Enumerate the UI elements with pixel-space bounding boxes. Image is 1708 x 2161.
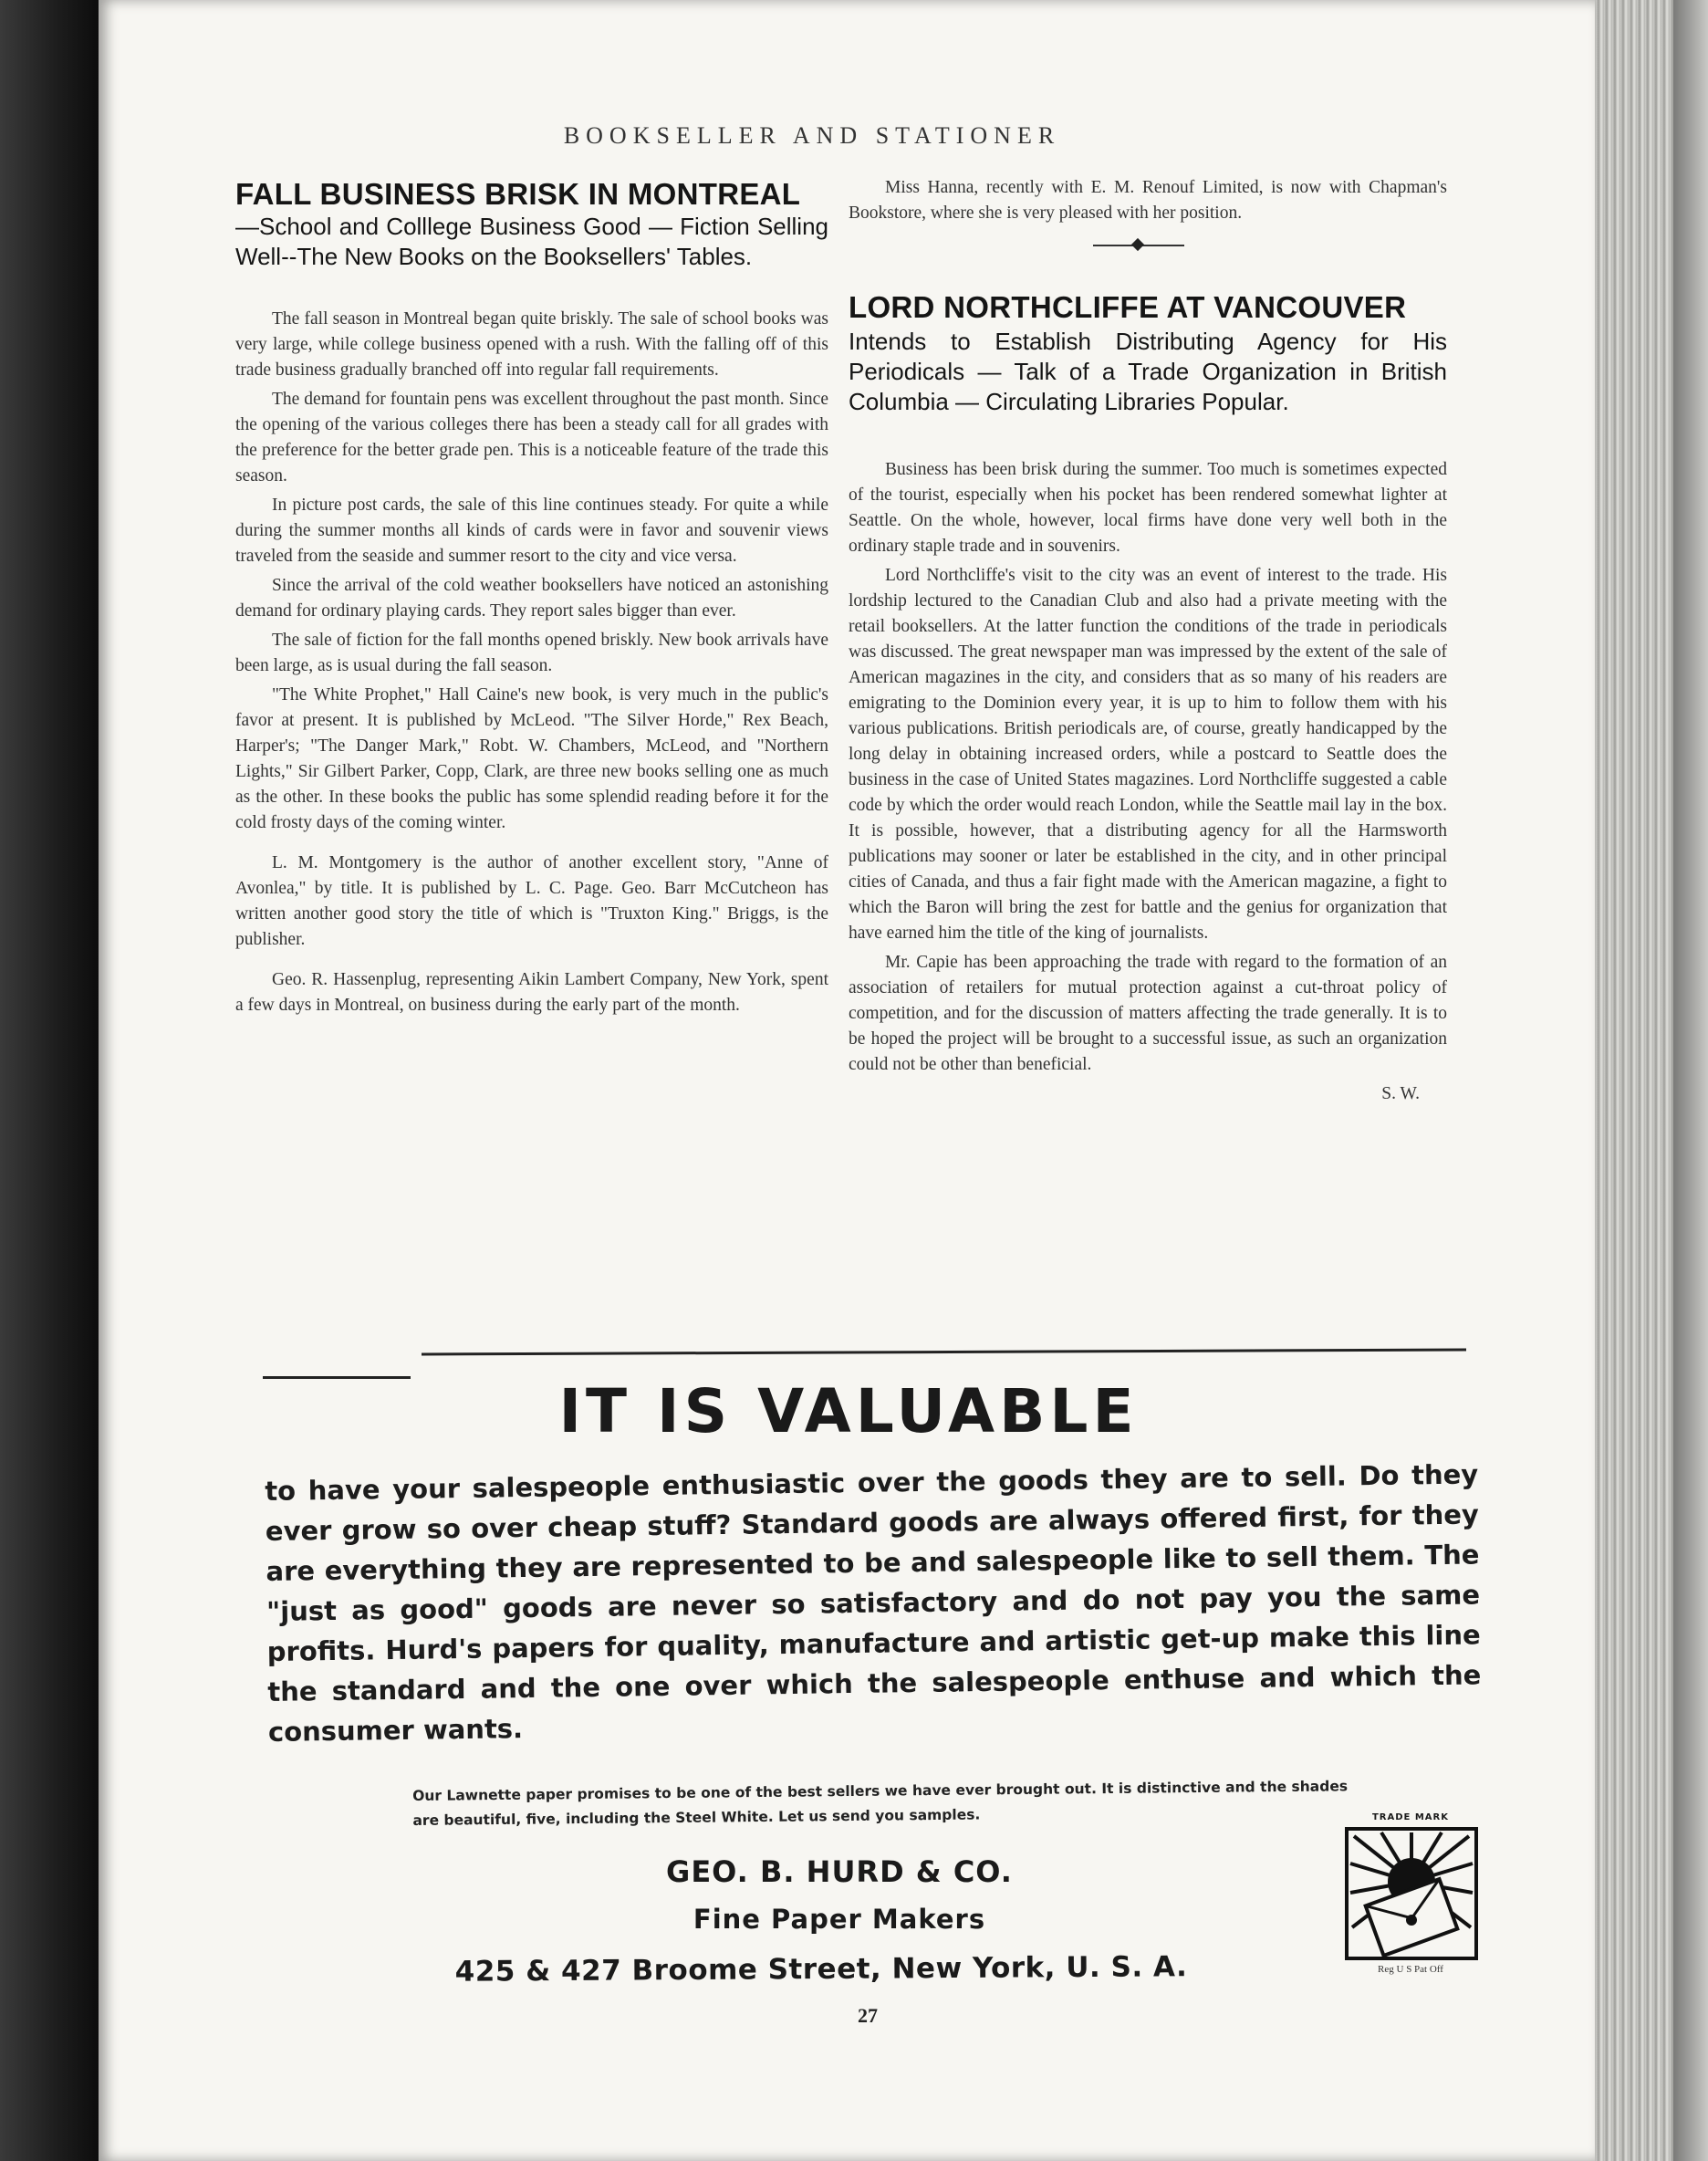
ad-title: IT IS VALUABLE [558, 1376, 1139, 1446]
right-article-subheadline: Intends to Establish Distributing Agency for His Periodicals — Talk of a Trade Organization in British Columbia — Circulating Libraries Popular. [849, 328, 1447, 415]
right-column [849, 175, 1447, 1107]
ornamental-divider [1093, 239, 1184, 252]
trademark-label: TRADE MARK [1371, 1812, 1449, 1822]
left-article-subheadline: —School and Colllege Business Good — Fiction Selling Well--The New Books on the Booksellers' Tables. [235, 213, 828, 270]
right-article-headline: LORD NORTHCLIFFE AT VANCOUVER [849, 290, 1407, 324]
right-article-paragraph: Mr. Capie has been approaching the trade with regard to the formation of an association of retailers for mutual protection against a cut-throat policy of competition, and for the discussion of matters affecting the trade generally. It is to be hoped the project will be brought to a successful issue, as such an organization could not be other than beneficial. [849, 953, 1447, 1074]
ad-company-tagline: Fine Paper Makers [693, 1904, 986, 1935]
left-article-paragraph: The sale of fiction for the fall months opened briskly. New book arrivals have been large, as is usual during the fall season. [235, 631, 828, 675]
right-article-paragraph: Lord Northcliffe's visit to the city was an event of interest to the trade. His lordship lectured to the Canadian Club and also had a private meeting with the retail booksellers. At the latter function the conditions of the trade in periodicals was discussed. The great newspaper man was impressed by the extent of the sale of American magazines in the city, and considers that as so many of his readers are emigrating to the Dominion every year, it is up to him to follow them with his various publications. British periodicals are, of course, greatly handicapped by the long delay in obtaining increased orders, while a postcard to Seattle does the business in the case of United States magazines. Lord Northcliffe suggested a cable code by which the order would reach London, while the Seattle mail lay in the box. It is possible, however, that a distributing agency for all the Harmsworth publications may sooner or later be established in the city, and in other principal cities of Canada, and thus a fair fight made with the American magazine, a fight to which the Baron will bring the zest for battle and the genius for organization that have earned him the title of the king of journalists. [849, 566, 1447, 943]
ad-rule-left [263, 1376, 411, 1379]
left-article-paragraph: Since the arrival of the cold weather booksellers have noticed an astonishing demand for ordinary playing cards. They report sales bigger than ever. [235, 576, 828, 621]
book-page-edges [1588, 0, 1708, 2161]
book-gutter [0, 0, 100, 2161]
personnel-note: Miss Hanna, recently with E. M. Renouf Limited, is now with Chapman's Bookstore, where she is very pleased with her position. [849, 178, 1447, 223]
left-article-paragraph: In picture post cards, the sale of this line continues steady. For quite a while during the summer months all kinds of cards were in favor and souvenir views traveled from the seaside and summer resort to the city and vice versa. [235, 496, 828, 566]
ad-body: to have your salespeople enthusiastic over the goods they are to sell. Do they ever grow so over cheap stuff? Standard goods are always offered first, for they are everything they are represented to be and salespeople like to sell them. The "just as good" goods are never so satisfactory and do not pay you the same profits. Hurd's papers for quality, manufacture and artistic get-up make this line the standard and the one over which the salespeople enthuse and which the consumer wants. [265, 1458, 1482, 1748]
left-article-paragraph: The fall season in Montreal began quite briskly. The sale of school books was very large, while college business opened with a rush. With the falling off of this trade business gradually branched off into regular fall requirements. [235, 309, 828, 380]
trademark-registration: Reg U S Pat Off [1378, 1964, 1443, 1975]
left-article-paragraph: Geo. R. Hassenplug, representing Aikin Lambert Company, New York, spent a few days in Montreal, on business during the early part of the month. [235, 970, 828, 1015]
left-article-paragraph: "The White Prophet," Hall Caine's new book, is very much in the public's favor at present. It is published by McLeod. "The Silver Horde," Rex Beach, Harper's; "The Danger Mark," Robt. W. Chambers, McLeod, and "Northern Lights," Sir Gilbert Parker, Copp, Clark, are three new books selling one as much as the other. In these books the public has some splendid reading before it for the cold frosty days of the coming winter. [235, 685, 828, 832]
left-article-headline: FALL BUSINESS BRISK IN MONTREAL [235, 177, 801, 211]
sun-envelope-trademark-icon [1345, 1827, 1478, 1960]
ad-small-print: Our Lawnette paper promises to be one of the best sellers we have ever brought out. It is distinctive and the shades are beautiful, five, including the Steel White. Let us send you samples. [412, 1778, 1349, 1829]
left-article-paragraph: The demand for fountain pens was excellent throughout the past month. Since the opening of the various colleges there has been a steady call for all grades with the preference for the better grade pen. This is a noticeable feature of the trade this season. [235, 390, 828, 485]
left-article [235, 177, 828, 1022]
right-article-paragraph: Business has been brisk during the summer. Too much is sometimes expected of the tourist, especially when his pocket has been rendered somewhat lighter at Seattle. On the whole, however, local firms have done very well both in the ordinary staple trade and in souvenirs. [849, 460, 1447, 556]
left-article-paragraph: L. M. Montgomery is the author of another excellent story, "Anne of Avonlea," by title. It is published by L. C. Page. Geo. Barr McCutcheon has written another good story the title of which is "Truxton King." Briggs, is the publisher. [235, 853, 828, 949]
trademark-block [1338, 1812, 1484, 1986]
ad-company-name: GEO. B. HURD & CO. [666, 1854, 1013, 1889]
article-signature: S. W. [1381, 1084, 1420, 1103]
page-number: 27 [858, 2004, 878, 2027]
running-head: BOOKSELLER AND STATIONER [563, 122, 1061, 149]
ad-company-address: 425 & 427 Broome Street, New York, U. S. A. [454, 1950, 1188, 1989]
